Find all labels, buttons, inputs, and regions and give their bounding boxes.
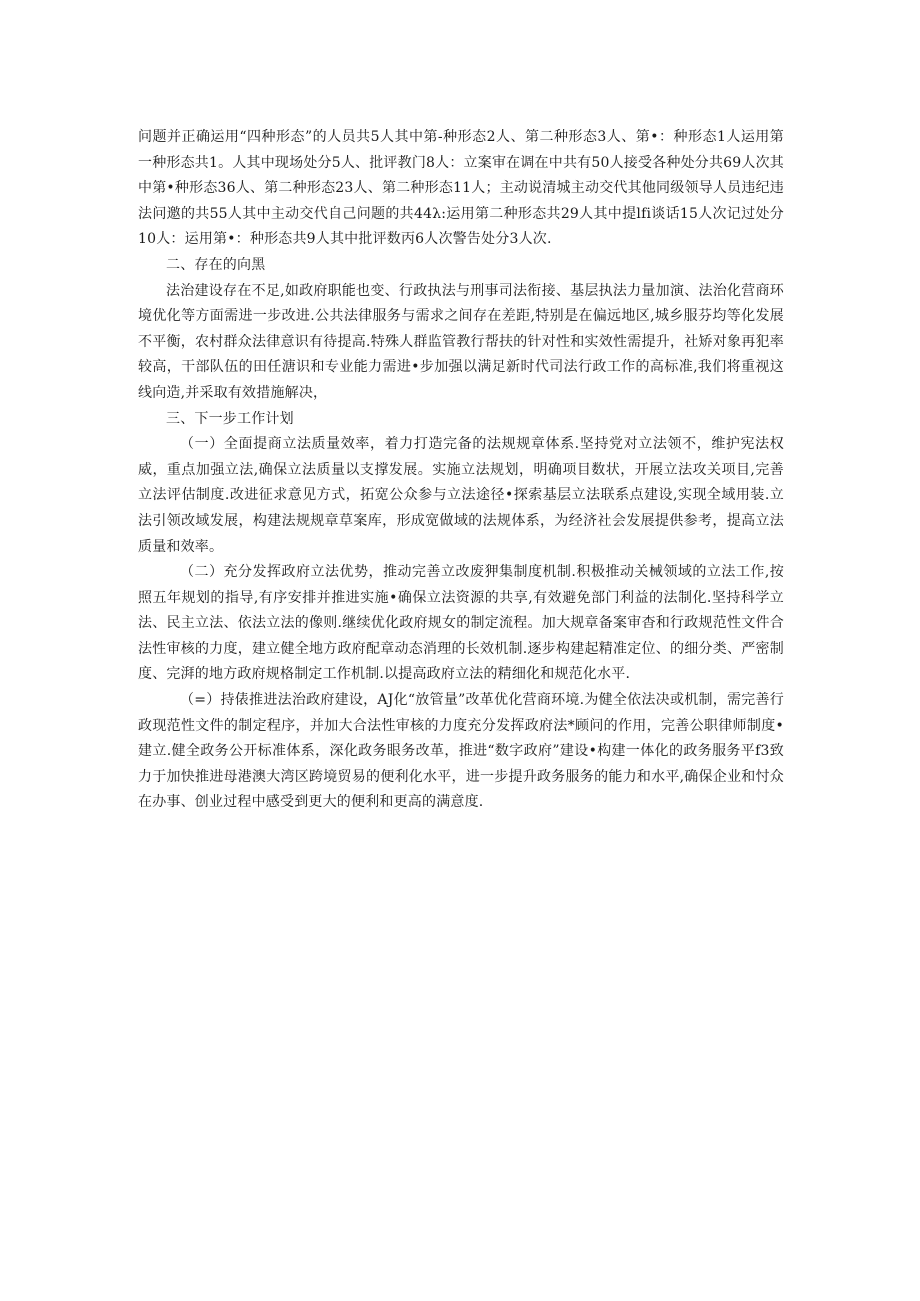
section-three-heading: 三、下一步工作计划 (166, 410, 294, 427)
section-two-paragraph: 法治建设存在不足,如政府职能也变、行政执法与刑事司法衔接、基层执法力量加演、法治化营商环境优化等方面需进一步改进.公共法律服务与需求之间存在差距,特别是在偏远地区,城乡服芬均等化发展不平衡，农村群众法律意识有待提高.特殊人群监管教行帮扶的针对性和实效性需提升，社矫对象再犯率较高，干部队伍的田任溏识和专业能力需进•步加强以满足新时代司法行政工作的高标准,我们将重视这线向造,并采取有效措施解决， (138, 282, 784, 401)
plan-item-two: （二）充分发挥政府立法优势，推动完善立改废狎集制度机制.积极推动关械领域的立法工作,按照五年规划的指导,有序安排并推进实施•确保立法资源的共享,有效避免部门利益的法制化.坚持科学立法、民主立法、依法立法的像则.继续优化政府规女的制定流程。加大规章备案审杳和行政规范性文件合法性审核的力度，建立健全地方政府配章动态消理的长效机制.逐步构建起精准定位、的细分类、严密制度、完湃的地方政府规格制定工作机制.以提高政府立法的精细化和规范化水平. (138, 564, 784, 683)
plan-item-one: （一）全面提商立法质量效率，着力打造完备的法规规章体系.坚持党对立法领不，维护宪法权威，重点加强立法,确保立法质量以支撑发展。实施立法规划，明确项目数状，开展立法攻关项目,完善立法评估制度.改进征求意见方式，拓宽公众参与立法途径•探索基层立法联系点建设,实现全域用装.立法引领改域发展，构建法规规章草案库，形成宽做域的法规体系，为经济社会发展提供参考，提高立法质量和效率。 (138, 436, 784, 555)
intro-paragraph: 问题并正确运用“四种形态”的人员共5人其中第-种形态2人、第二种形态3人、第•：种形态1人运用第一种形态共1。人其中现场处分5人、批评教门8人：立案审在调在中共有50人接受各种处分共69人次其中第•种形态36人、第二种形态23人、第二种形态11人；主动说清城主动交代其他同级领导人员违纪违法问邀的共55人其中主动交代自己问题的共44λ:运用第二种形态共29人其中提lfi谈话15人次记过处分10人：运用第•：种形态共9人其中批评数丙6人次警告处分3人次. (138, 129, 784, 248)
document-body (138, 125, 784, 816)
section-two-heading: 二、存在的向黑 (166, 256, 266, 273)
plan-item-three: （=）持俵推进法治政府建设，AJ化“放管量”改革优化营商环境.为健全依法决或机制，需完善行政现范性文件的制定程序，并加大合法性审核的力度充分发挥政府法*顾问的作用，完善公职律师制度•建立.健全政务公开标准体系，深化政务眼务改革，推进“数字政府”建设•构建一体化的政务服务平f3致力于加快推进母港澳大湾区跨境贸易的便利化水平，进一步提升政务服务的能力和水平,确保企业和忖众在办事、创业过程中感受到更大的便利和更高的满意度. (138, 692, 784, 811)
